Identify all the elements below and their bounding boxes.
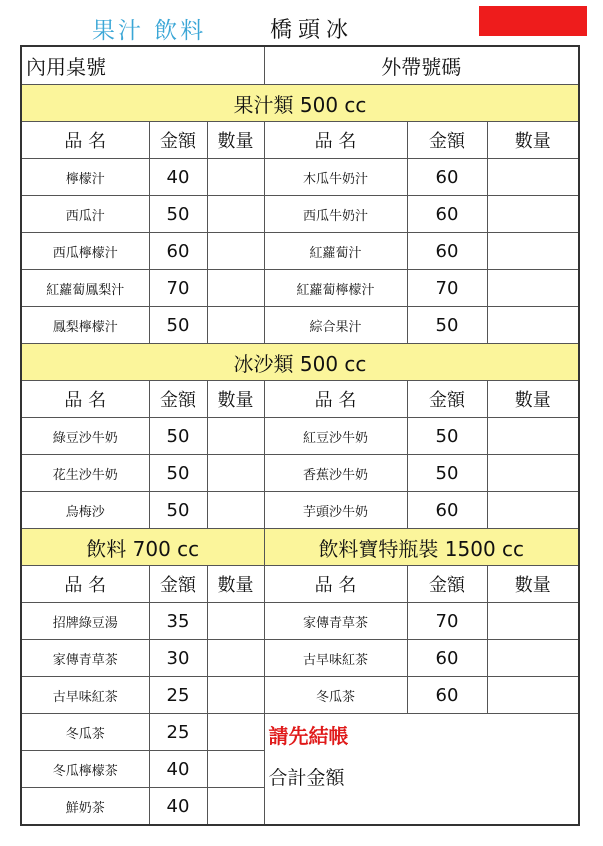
item-qty-cell[interactable] bbox=[207, 307, 264, 344]
item-price: 50 bbox=[407, 455, 487, 492]
item-qty-cell[interactable] bbox=[207, 159, 264, 196]
col-name-header: 品 名 bbox=[264, 122, 407, 159]
item-qty-cell[interactable] bbox=[487, 233, 579, 270]
takeout-label: 外帶號碼 bbox=[381, 55, 462, 79]
item-name: 香蕉沙牛奶 bbox=[264, 455, 407, 492]
col-qty-header: 數量 bbox=[207, 381, 264, 418]
item-qty-cell[interactable] bbox=[207, 233, 264, 270]
item-name: 家傳青草茶 bbox=[264, 603, 407, 640]
item-price: 50 bbox=[149, 196, 207, 233]
col-price-header: 金額 bbox=[407, 566, 487, 603]
item-qty-cell[interactable] bbox=[207, 270, 264, 307]
item-name: 鳳梨檸檬汁 bbox=[21, 307, 149, 344]
item-name: 綠豆沙牛奶 bbox=[21, 418, 149, 455]
item-price: 60 bbox=[407, 492, 487, 529]
item-name: 綜合果汁 bbox=[264, 307, 407, 344]
item-price: 25 bbox=[149, 677, 207, 714]
col-price-header: 金額 bbox=[407, 122, 487, 159]
item-qty-cell[interactable] bbox=[207, 640, 264, 677]
item-qty-cell[interactable] bbox=[207, 603, 264, 640]
item-price: 50 bbox=[407, 307, 487, 344]
item-name: 古早味紅茶 bbox=[21, 677, 149, 714]
item-price: 35 bbox=[149, 603, 207, 640]
item-qty-cell[interactable] bbox=[207, 751, 264, 788]
item-name: 紅蘿蔔汁 bbox=[264, 233, 407, 270]
bottles-section-title: 飲料寶特瓶裝 1500 cc bbox=[264, 529, 579, 566]
item-name: 古早味紅茶 bbox=[264, 640, 407, 677]
item-name: 家傳青草茶 bbox=[21, 640, 149, 677]
col-name-header: 品 名 bbox=[21, 122, 149, 159]
red-label-block bbox=[479, 6, 587, 36]
col-price-header: 金額 bbox=[149, 566, 207, 603]
item-price: 70 bbox=[407, 603, 487, 640]
item-qty-cell[interactable] bbox=[207, 418, 264, 455]
table-row bbox=[21, 714, 579, 751]
item-price: 40 bbox=[149, 159, 207, 196]
item-qty-cell[interactable] bbox=[487, 603, 579, 640]
item-name: 紅蘿蔔檸檬汁 bbox=[264, 270, 407, 307]
col-name-header: 品 名 bbox=[21, 381, 149, 418]
item-name: 冬瓜茶 bbox=[264, 677, 407, 714]
item-price: 30 bbox=[149, 640, 207, 677]
item-price: 25 bbox=[149, 714, 207, 751]
item-price: 70 bbox=[149, 270, 207, 307]
item-name: 冬瓜檸檬茶 bbox=[21, 751, 149, 788]
dine-in-label: 內用桌號 bbox=[26, 55, 106, 79]
juice-section-title: 果汁類 500 cc bbox=[21, 85, 579, 122]
drinks-column-headers bbox=[21, 566, 579, 603]
table-row bbox=[21, 418, 579, 455]
col-qty-header: 數量 bbox=[487, 122, 579, 159]
item-name: 鮮奶茶 bbox=[21, 788, 149, 826]
item-qty-cell[interactable] bbox=[487, 640, 579, 677]
item-qty-cell[interactable] bbox=[207, 455, 264, 492]
checkout-summary-area[interactable] bbox=[264, 714, 579, 826]
item-qty-cell[interactable] bbox=[487, 159, 579, 196]
drinks-section-title: 飲料 700 cc bbox=[21, 529, 264, 566]
table-row bbox=[21, 640, 579, 677]
item-qty-cell[interactable] bbox=[487, 270, 579, 307]
item-qty-cell[interactable] bbox=[207, 677, 264, 714]
item-name: 紅豆沙牛奶 bbox=[264, 418, 407, 455]
table-row bbox=[21, 159, 579, 196]
smoothie-section-title: 冰沙類 500 cc bbox=[21, 344, 579, 381]
item-qty-cell[interactable] bbox=[207, 492, 264, 529]
table-row bbox=[21, 270, 579, 307]
item-qty-cell[interactable] bbox=[487, 455, 579, 492]
item-price: 50 bbox=[149, 455, 207, 492]
item-qty-cell[interactable] bbox=[487, 418, 579, 455]
col-name-header: 品 名 bbox=[264, 381, 407, 418]
item-qty-cell[interactable] bbox=[487, 492, 579, 529]
item-name: 紅蘿蔔鳳梨汁 bbox=[21, 270, 149, 307]
item-qty-cell[interactable] bbox=[487, 677, 579, 714]
item-qty-cell[interactable] bbox=[487, 196, 579, 233]
item-qty-cell[interactable] bbox=[207, 196, 264, 233]
item-price: 50 bbox=[407, 418, 487, 455]
item-name: 木瓜牛奶汁 bbox=[264, 159, 407, 196]
col-price-header: 金額 bbox=[149, 122, 207, 159]
item-price: 50 bbox=[149, 307, 207, 344]
item-name: 花生沙牛奶 bbox=[21, 455, 149, 492]
item-qty-cell[interactable] bbox=[207, 714, 264, 751]
item-price: 60 bbox=[407, 640, 487, 677]
col-qty-header: 數量 bbox=[207, 566, 264, 603]
order-form-table bbox=[20, 45, 580, 826]
item-price: 60 bbox=[407, 196, 487, 233]
item-name: 檸檬汁 bbox=[21, 159, 149, 196]
item-name: 西瓜檸檬汁 bbox=[21, 233, 149, 270]
col-price-header: 金額 bbox=[149, 381, 207, 418]
item-price: 40 bbox=[149, 788, 207, 826]
table-row bbox=[21, 307, 579, 344]
table-row bbox=[21, 455, 579, 492]
item-price: 60 bbox=[149, 233, 207, 270]
takeout-number-field[interactable] bbox=[264, 46, 579, 85]
table-row bbox=[21, 492, 579, 529]
col-qty-header: 數量 bbox=[487, 381, 579, 418]
item-name: 招牌綠豆湯 bbox=[21, 603, 149, 640]
item-price: 60 bbox=[407, 159, 487, 196]
item-name: 西瓜汁 bbox=[21, 196, 149, 233]
dine-in-table-number-field[interactable] bbox=[21, 46, 264, 85]
col-name-header: 品 名 bbox=[21, 566, 149, 603]
table-row bbox=[21, 677, 579, 714]
item-price: 50 bbox=[149, 492, 207, 529]
col-qty-header: 數量 bbox=[207, 122, 264, 159]
item-qty-cell[interactable] bbox=[207, 788, 264, 826]
item-price: 60 bbox=[407, 233, 487, 270]
col-qty-header: 數量 bbox=[487, 566, 579, 603]
item-price: 50 bbox=[149, 418, 207, 455]
item-name: 冬瓜茶 bbox=[21, 714, 149, 751]
item-price: 60 bbox=[407, 677, 487, 714]
item-price: 40 bbox=[149, 751, 207, 788]
pay-first-notice: 請先結帳 bbox=[268, 724, 349, 748]
juice-column-headers bbox=[21, 122, 579, 159]
item-name: 西瓜牛奶汁 bbox=[264, 196, 407, 233]
table-row bbox=[21, 196, 579, 233]
total-amount-label: 合計金額 bbox=[268, 767, 345, 789]
menu-category-title: 果汁 飲料 bbox=[92, 18, 207, 44]
item-name: 烏梅沙 bbox=[21, 492, 149, 529]
item-qty-cell[interactable] bbox=[487, 307, 579, 344]
table-row bbox=[21, 603, 579, 640]
shop-name: 橋頭冰 bbox=[270, 18, 355, 43]
item-name: 芋頭沙牛奶 bbox=[264, 492, 407, 529]
smoothie-column-headers bbox=[21, 381, 579, 418]
col-price-header: 金額 bbox=[407, 381, 487, 418]
table-row bbox=[21, 233, 579, 270]
item-price: 70 bbox=[407, 270, 487, 307]
col-name-header: 品 名 bbox=[264, 566, 407, 603]
